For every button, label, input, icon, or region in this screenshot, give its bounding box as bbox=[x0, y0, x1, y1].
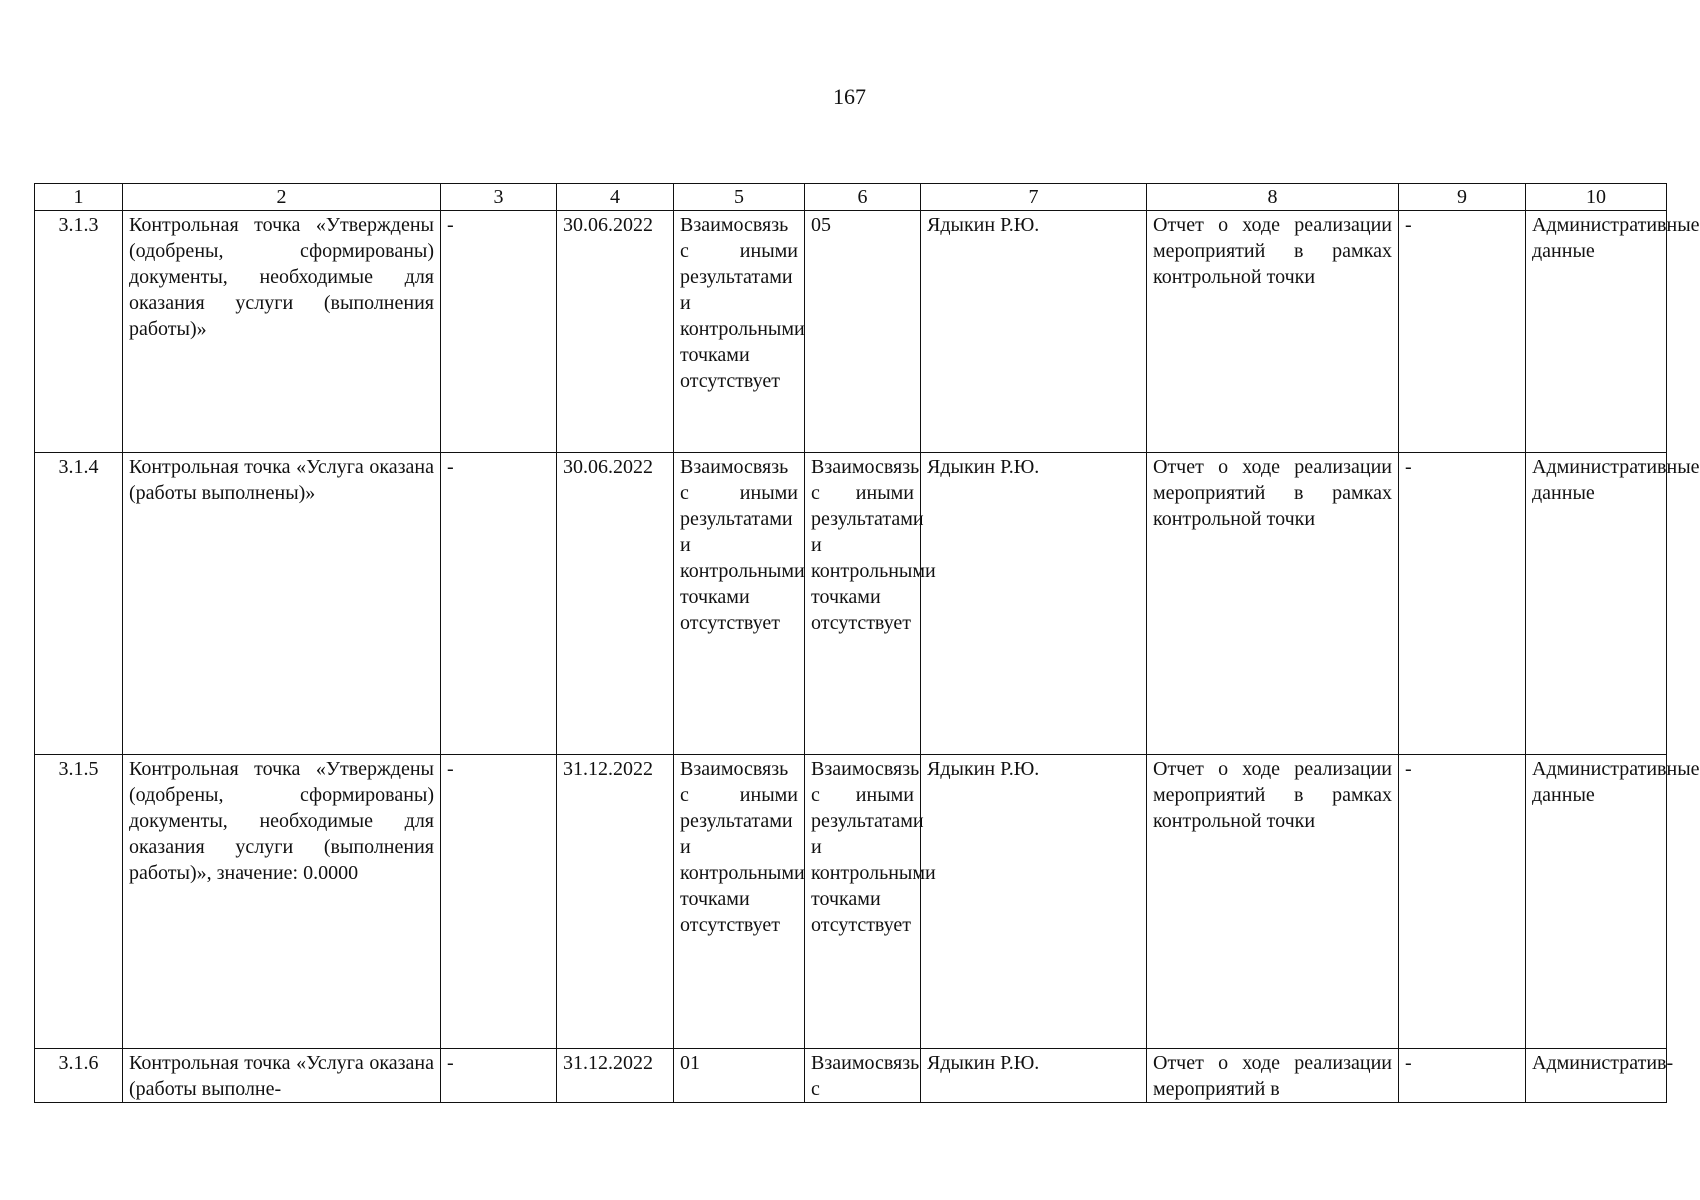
responsible-cell: Ядыкин Р.Ю. bbox=[921, 211, 1147, 453]
page-number: 167 bbox=[833, 84, 866, 109]
column-header: 3 bbox=[441, 184, 557, 211]
table-cell: Административные данные bbox=[1526, 211, 1667, 453]
table-row bbox=[35, 755, 1667, 1049]
table-cell: - bbox=[441, 755, 557, 1049]
description-cell: Контрольная точка «Утверждены (одобрены, сформированы) документы, необходимые для оказания услуги (выполнения работы)», значение: 0.0000 bbox=[123, 755, 441, 1049]
table-cell: Административные данные bbox=[1526, 755, 1667, 1049]
row-number-cell: 3.1.4 bbox=[35, 453, 123, 755]
table-cell: Административ- bbox=[1526, 1049, 1667, 1103]
row-number-cell: 3.1.3 bbox=[35, 211, 123, 453]
table-cell: - bbox=[441, 211, 557, 453]
table-cell: - bbox=[1399, 1049, 1526, 1103]
data-table bbox=[34, 183, 1700, 1103]
responsible-cell: Ядыкин Р.Ю. bbox=[921, 755, 1147, 1049]
table-cell: Взаимосвязь с bbox=[805, 1049, 921, 1103]
description-cell: Контрольная точка «Услуга оказана (работы выполне- bbox=[123, 1049, 441, 1103]
column-header: 4 bbox=[557, 184, 674, 211]
column-header: 1 bbox=[35, 184, 123, 211]
table-cell: Отчет о ходе реализации мероприятий в bbox=[1147, 1049, 1399, 1103]
row-number-cell: 3.1.6 bbox=[35, 1049, 123, 1103]
description-cell: Контрольная точка «Утверждены (одобрены, сформированы) документы, необходимые для оказания услуги (выполнения работы)» bbox=[123, 211, 441, 453]
column-header: 10 bbox=[1526, 184, 1667, 211]
date-cell: 30.06.2022 bbox=[557, 453, 674, 755]
header-row bbox=[35, 184, 1667, 211]
table-cell: - bbox=[441, 1049, 557, 1103]
table-cell: 05 bbox=[805, 211, 921, 453]
column-header: 2 bbox=[123, 184, 441, 211]
table-cell: - bbox=[1399, 211, 1526, 453]
table-cell: Взаимосвязь с иными результатами и контрольными точками отсутствует bbox=[674, 453, 805, 755]
table-cell: Взаимосвязь с иными результатами и контрольными точками отсутствует bbox=[805, 453, 921, 755]
column-header: 7 bbox=[921, 184, 1147, 211]
table-cell: Взаимосвязь с иными результатами и контрольными точками отсутствует bbox=[805, 755, 921, 1049]
table-cell: Отчет о ходе реализации мероприятий в рамках контрольной точки bbox=[1147, 755, 1399, 1049]
table-row bbox=[35, 211, 1667, 453]
column-header: 9 bbox=[1399, 184, 1526, 211]
table-cell: - bbox=[1399, 453, 1526, 755]
table-row bbox=[35, 1049, 1667, 1103]
table-cell: Взаимосвязь с иными результатами и контрольными точками отсутствует bbox=[674, 211, 805, 453]
responsible-cell: Ядыкин Р.Ю. bbox=[921, 1049, 1147, 1103]
date-cell: 30.06.2022 bbox=[557, 211, 674, 453]
table-cell: - bbox=[441, 453, 557, 755]
table-cell: Административные данные bbox=[1526, 453, 1667, 755]
column-header: 5 bbox=[674, 184, 805, 211]
table-cell: Отчет о ходе реализации мероприятий в рамках контрольной точки bbox=[1147, 211, 1399, 453]
row-number-cell: 3.1.5 bbox=[35, 755, 123, 1049]
responsible-cell: Ядыкин Р.Ю. bbox=[921, 453, 1147, 755]
column-header: 6 bbox=[805, 184, 921, 211]
column-header: 8 bbox=[1147, 184, 1399, 211]
date-cell: 31.12.2022 bbox=[557, 755, 674, 1049]
table-cell: Взаимосвязь с иными результатами и контрольными точками отсутствует bbox=[674, 755, 805, 1049]
description-cell: Контрольная точка «Услуга оказана (работы выполнены)» bbox=[123, 453, 441, 755]
table-cell: Отчет о ходе реализации мероприятий в рамках контрольной точки bbox=[1147, 453, 1399, 755]
table-cell: - bbox=[1399, 755, 1526, 1049]
date-cell: 31.12.2022 bbox=[557, 1049, 674, 1103]
table-cell: 01 bbox=[674, 1049, 805, 1103]
table-row bbox=[35, 453, 1667, 755]
